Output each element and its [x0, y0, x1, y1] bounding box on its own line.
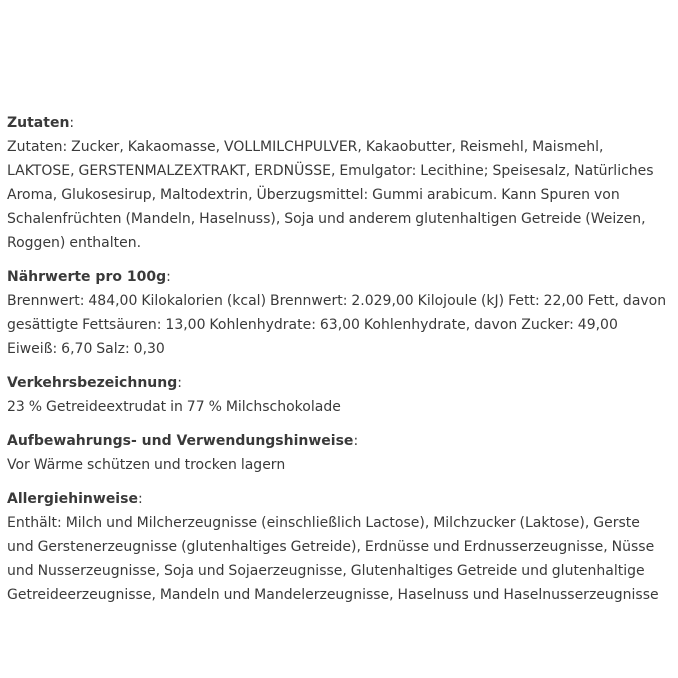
section-heading-line	[7, 371, 669, 395]
section-heading: Zutaten	[7, 115, 70, 131]
section-ingredients	[7, 111, 669, 255]
heading-colon: :	[353, 433, 359, 449]
section-text: 23 % Getreideextrudat in 77 % Milchschokolade	[7, 399, 341, 415]
section-heading-line	[7, 487, 669, 511]
section-allergens	[7, 487, 669, 607]
section-storage	[7, 429, 669, 477]
section-heading-line	[7, 265, 669, 289]
heading-colon: :	[166, 269, 171, 285]
section-heading: Allergiehinweise	[7, 491, 138, 507]
heading-colon: :	[177, 375, 182, 391]
section-text: Vor Wärme schützen und trocken lagern	[7, 457, 286, 473]
section-text: Brennwert: 484,00 Kilokalorien (kcal) Brennwert: 2.029,00 Kilojoule (kJ) Fett: 22,00 Fett, davon gesättigte Fettsäuren: 13,00 Kohlenhydrate: 63,00 Kohlenhydrate, davon Zucker: 49,00 Eiweiß: 6,70 Salz: 0,30	[7, 293, 667, 357]
heading-colon: :	[137, 491, 143, 507]
product-info	[7, 111, 669, 617]
section-heading: Verkehrsbezeichnung	[7, 375, 178, 391]
section-text: Zutaten: Zucker, Kakaomasse, VOLLMILCHPULVER, Kakaobutter, Reismehl, Maismehl, LAKTOSE, GERSTENMALZEXTRAKT, ERDNÜSSE, Emulgator: Lecithine; Speisesalz, Natürliches Aroma, Glukosesirup, Maltodextrin, Überzugsmittel: Gummi arabicum. Kann Spuren von Schalenfrüchten (Mandeln, Haselnuss), Soja und anderem glutenhaltigen Getreide (Weizen, Roggen) enthalten.	[7, 139, 654, 251]
section-heading-line	[7, 429, 669, 453]
section-text: Enthält: Milch und Milcherzeugnisse (einschließlich Lactose), Milchzucker (Laktose), Gerste und Gerstenerzeugnisse (glutenhaltiges Getreide), Erdnüsse und Erdnusserzeugnisse, Nüsse und Nusserzeugnisse, Soja und Sojaerzeugnisse, Glutenhaltiges Getreide und glutenhaltige Getreideerzeugnisse, Mandeln und Mandelerzeugnisse, Haselnuss und Haselnusserzeugnisse	[7, 515, 659, 603]
section-heading: Aufbewahrungs- und Verwendungshinweise	[7, 433, 354, 449]
heading-colon: :	[69, 115, 75, 131]
section-nutrition	[7, 265, 669, 361]
section-heading-line	[7, 111, 669, 135]
section-heading: Nährwerte pro 100g	[7, 269, 167, 285]
section-designation	[7, 371, 669, 419]
